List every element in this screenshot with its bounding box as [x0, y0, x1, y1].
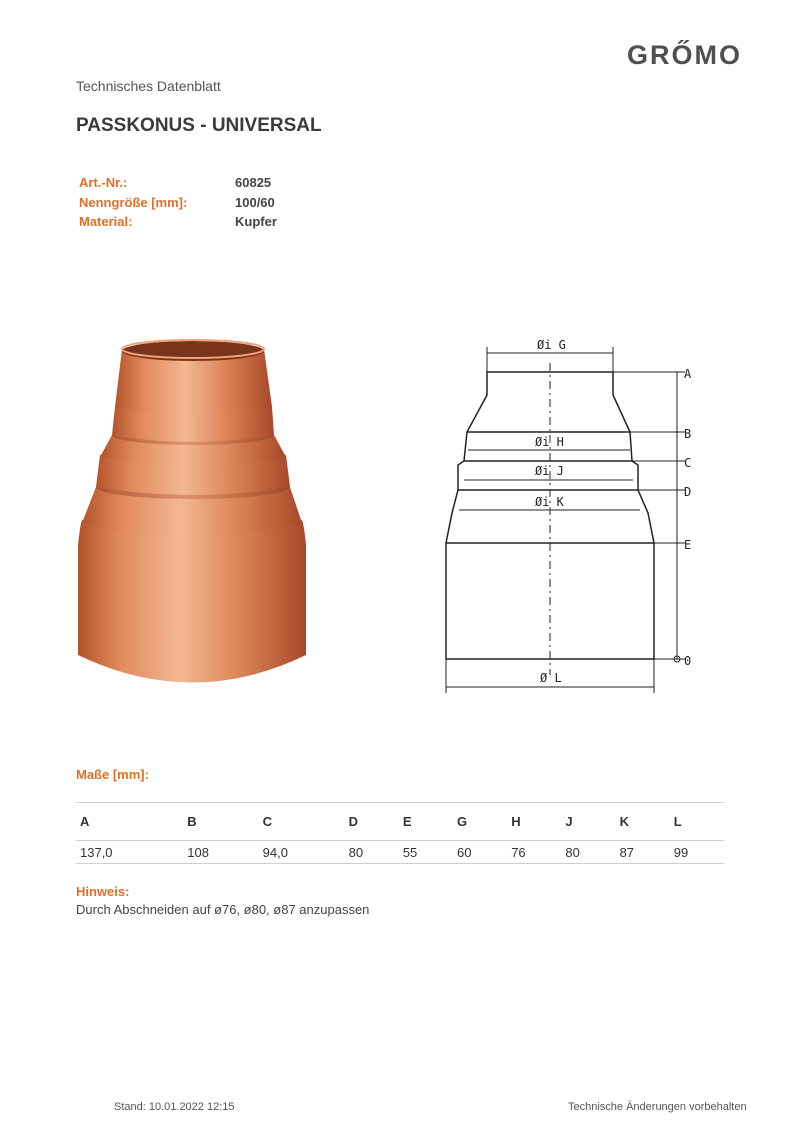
- dim-header: K: [619, 814, 629, 829]
- meta-value-article: 60825: [235, 175, 272, 190]
- dim-value: 137,0: [80, 844, 113, 860]
- dim-value: 76: [511, 844, 526, 860]
- dim-value: 87: [619, 844, 635, 860]
- dim-header: J: [565, 814, 573, 829]
- dimensions-table: [76, 802, 724, 864]
- dim-label-h: Øi H: [535, 435, 564, 449]
- level-label-a: A: [684, 367, 692, 381]
- footer-date: Stand: 10.01.2022 12:15: [114, 1101, 235, 1113]
- dim-value: 108: [187, 844, 209, 860]
- level-label-e: E: [684, 538, 692, 552]
- technical-drawing: [440, 335, 700, 705]
- dim-value: 94,0: [262, 844, 288, 860]
- meta-value-size: 100/60: [235, 195, 275, 210]
- level-label-d: D: [684, 485, 692, 499]
- dim-label-k: Øi K: [535, 495, 564, 509]
- dim-label-l: Ø L: [540, 671, 562, 685]
- dim-value: 80: [565, 844, 580, 860]
- meta-label-size: Nenngröße [mm]:: [79, 195, 188, 210]
- dim-header: C: [262, 814, 273, 829]
- dimensions-header-row: [76, 803, 724, 841]
- dimensions-title: Maße [mm]:: [76, 767, 149, 782]
- level-label-b: B: [684, 427, 692, 441]
- dim-label-j: Øi J: [535, 464, 564, 478]
- dim-value: 55: [402, 844, 418, 860]
- dim-header: L: [673, 814, 682, 829]
- level-label-c: C: [684, 456, 692, 470]
- dim-header: H: [511, 814, 521, 829]
- dim-header: B: [187, 814, 197, 829]
- document-type: Technisches Datenblatt: [76, 78, 221, 94]
- footer-disclaimer: Technische Änderungen vorbehalten: [568, 1101, 747, 1113]
- dim-header: E: [402, 814, 412, 829]
- brand-logo: GRŐMO: [627, 40, 742, 70]
- note-title: Hinweis:: [76, 884, 130, 899]
- meta-label-material: Material:: [79, 214, 133, 229]
- dim-header: D: [348, 814, 359, 829]
- note-text: Durch Abschneiden auf ø76, ø80, ø87 anzupassen: [76, 902, 370, 917]
- dimensions-value-row: [76, 841, 724, 864]
- dim-header: G: [457, 814, 468, 829]
- meta-label-article: Art.-Nr.:: [79, 175, 128, 190]
- dim-value: 80: [348, 844, 364, 860]
- level-label-0: 0: [684, 654, 692, 668]
- meta-value-material: Kupfer: [235, 214, 277, 229]
- page-title: PASSKONUS - UNIVERSAL: [76, 115, 322, 136]
- dim-value: 60: [457, 844, 472, 860]
- dim-value: 99: [673, 844, 689, 860]
- dim-label-g: Øi G: [537, 338, 566, 352]
- product-image: [70, 335, 315, 705]
- dim-header: A: [80, 814, 90, 829]
